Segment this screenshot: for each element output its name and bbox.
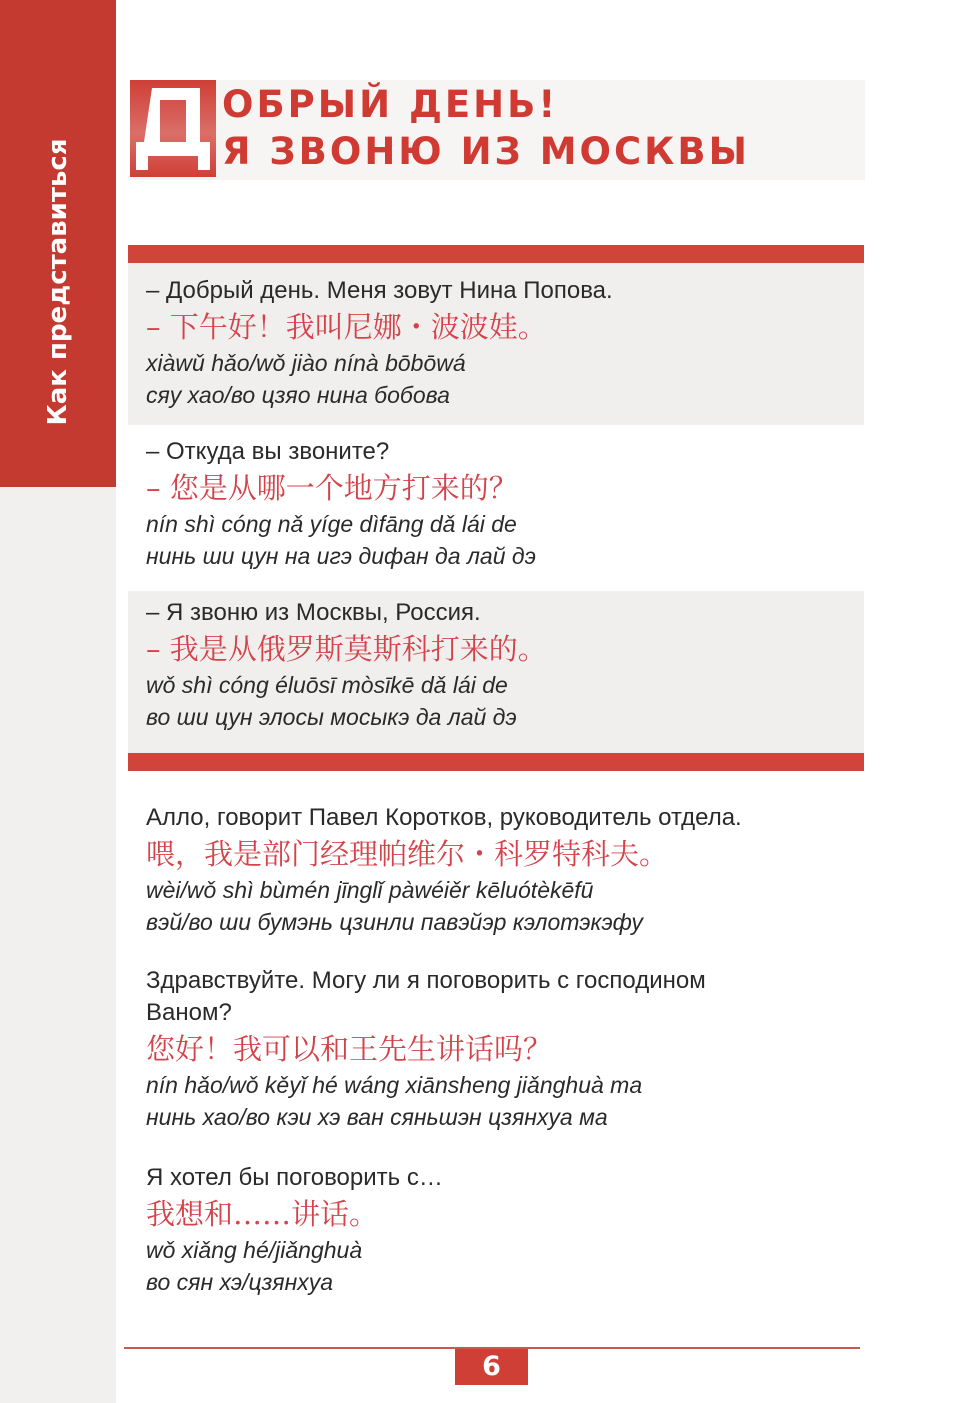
page-number: 6 (455, 1349, 528, 1385)
russian-text: Я хотел бы поговорить с… (146, 1164, 443, 1191)
pinyin-text: xiàwǔ hǎo/wǒ jiào nínà bōbōwá (146, 350, 466, 376)
pinyin-text: nín shì cóng nǎ yíge dìfāng dǎ lái de (146, 511, 517, 537)
pinyin-text: wǒ xiǎng hé/jiǎnghuà (146, 1237, 363, 1263)
phrase-entry (146, 965, 706, 1133)
transcription-text: нинь ши цун на игэ дифан да лай дэ (146, 543, 536, 569)
pinyin-text: nín hǎo/wǒ kěyǐ hé wáng xiānsheng jiǎnghuà ma (146, 1072, 643, 1098)
russian-text: Здравствуйте. Могу ли я поговорить с господином (146, 967, 706, 994)
dialogue-entry (146, 597, 547, 733)
russian-text: Алло, говорит Павел Коротков, руководитель отдела. (146, 804, 742, 831)
russian-text: – Откуда вы звоните? (146, 438, 390, 465)
dialogue-entry (146, 275, 613, 411)
pinyin-text: wǒ shì cóng éluōsī mòsīkē dǎ lái de (146, 672, 508, 698)
transcription-text: во сян хэ/цзянхуа (146, 1269, 334, 1295)
transcription-text: сяу хао/во цзяо нина бобова (146, 382, 450, 408)
transcription-text: нинь хао/во кэи хэ ван сяньшэн цзянхуа ма (146, 1104, 608, 1130)
transcription-text: вэй/во ши бумэнь цзинли павэйэр кэлотэкэфу (146, 909, 643, 935)
phrase-entry (146, 802, 742, 938)
chinese-text: – 我是从俄罗斯莫斯科打来的。 (146, 632, 547, 666)
russian-text: – Добрый день. Меня зовут Нина Попова. (146, 277, 613, 304)
sidebar-lower-panel (0, 487, 116, 1403)
chinese-text: 您好！我可以和王先生讲话吗？ (146, 1032, 553, 1066)
russian-text-continued: Ваном? (146, 999, 232, 1026)
russian-text: – Я звоню из Москвы, Россия. (146, 599, 481, 626)
page-title-line-1: ОБРЫЙ ДЕНЬ! (222, 83, 559, 126)
chinese-text: 喂，我是部门经理帕维尔・科罗特科夫。 (146, 837, 669, 871)
section-tab (0, 0, 116, 487)
dialogue-entry (146, 436, 536, 572)
divider-bar-bottom (128, 753, 864, 771)
page-title-line-2: Я ЗВОНЮ ИЗ МОСКВЫ (222, 130, 750, 173)
dropcap-letter-icon (130, 80, 216, 177)
section-label: Как представиться (43, 138, 73, 426)
divider-bar-top (128, 245, 864, 263)
phrase-entry (146, 1162, 443, 1298)
transcription-text: во ши цун элосы мосыкэ да лай дэ (146, 704, 517, 730)
chinese-text: – 下午好！我叫尼娜・波波娃。 (146, 310, 547, 344)
chinese-text: 我想和……讲话。 (146, 1197, 379, 1231)
pinyin-text: wèi/wǒ shì bùmén jīnglǐ pàwéiěr kēluótèkēfū (146, 877, 594, 903)
chinese-text: – 您是从哪一个地方打来的？ (146, 471, 518, 505)
